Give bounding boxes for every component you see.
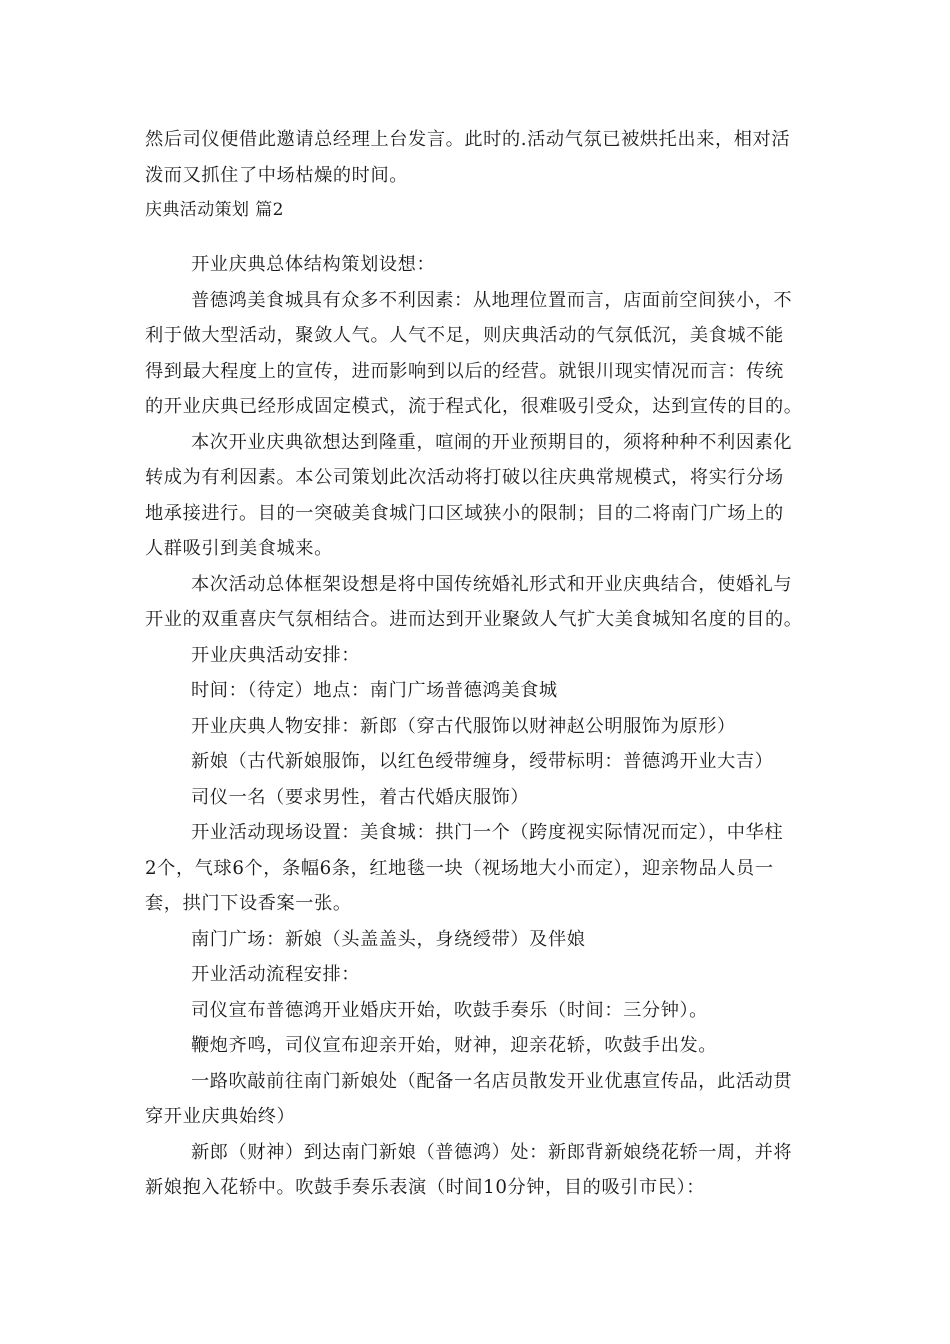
paragraph-line: 转成为有利因素。本公司策划此次活动将打破以往庆典常规模式，将实行分场 bbox=[145, 467, 784, 488]
paragraph-line: 本次开业庆典欲想达到隆重，喧闹的开业预期目的，须将种种不利因素化 bbox=[191, 431, 793, 453]
paragraph-line: 新娘抱入花轿中。吹鼓手奏乐表演（时间10分钟，目的吸引市民）： bbox=[145, 1177, 706, 1198]
paragraph-line: 司仪宣布普德鸿开业婚庆开始，吹鼓手奏乐（时间：三分钟）。 bbox=[191, 999, 708, 1021]
paragraph-line: 2个，气球6个，条幅6条，红地毯一块（视场地大小而定），迎亲物品人员一 bbox=[145, 857, 774, 879]
paragraph-line: 开业庆典活动安排： bbox=[191, 644, 361, 666]
paragraph-line: 一路吹敲前往南门新娘处（配备一名店员散发开业优惠宣传品，此活动贯 bbox=[191, 1070, 793, 1092]
paragraph-line: 的开业庆典已经形成固定模式，流于程式化，很难吸引受众，达到宣传的目的。 bbox=[145, 396, 803, 417]
document-page bbox=[145, 122, 810, 1206]
paragraph-line: 泼而又抓住了中场枯燥的时间。 bbox=[145, 164, 409, 186]
spacer bbox=[145, 225, 810, 247]
paragraph-line: 新郎（财神）到达南门新娘（普德鸿）处：新郎背新娘绕花轿一周，并将 bbox=[191, 1141, 793, 1163]
paragraph-line: 新娘（古代新娘服饰，以红色绶带缠身，绶带标明：普德鸿开业大吉） bbox=[191, 751, 774, 772]
document-body bbox=[145, 247, 810, 1206]
paragraph-line: 司仪一名（要求男性，着古代婚庆服饰） bbox=[191, 786, 530, 808]
paragraph-line: 利于做大型活动，聚敛人气。人气不足，则庆典活动的气氛低沉，美食城不能 bbox=[145, 325, 784, 346]
paragraph-line: 然后司仪便借此邀请总经理上台发言。此时的.活动气氛已被烘托出来，相对活 bbox=[145, 129, 791, 150]
paragraph-line: 人群吸引到美食城来。 bbox=[145, 538, 333, 559]
paragraph-line: 鞭炮齐鸣，司仪宣布迎亲开始，财神，迎亲花轿，吹鼓手出发。 bbox=[191, 1035, 718, 1056]
section-title: 庆典活动策划 篇2 bbox=[145, 200, 284, 220]
paragraph-line: 得到最大程度上的宣传，进而影响到以后的经营。就银川现实情况而言：传统 bbox=[145, 360, 784, 382]
paragraph-line: 时间：（待定）地点：南门广场普德鸿美食城 bbox=[191, 680, 558, 701]
paragraph-line: 开业活动流程安排： bbox=[191, 964, 361, 985]
paragraph-line: 普德鸿美食城具有众多不利因素：从地理位置而言，店面前空间狭小，不 bbox=[191, 289, 793, 311]
paragraph-line: 本次活动总体框架设想是将中国传统婚礼形式和开业庆典结合，使婚礼与 bbox=[191, 573, 793, 595]
paragraph-line: 穿开业庆典始终） bbox=[145, 1106, 296, 1127]
paragraph-line: 地承接进行。目的一突破美食城门口区域狭小的限制；目的二将南门广场上的 bbox=[145, 502, 784, 524]
paragraph-line: 开业活动现场设置：美食城：拱门一个（跨度视实际情况而定），中华柱 bbox=[191, 822, 784, 843]
paragraph-line: 南门广场：新娘（头盖盖头，身绕绶带）及伴娘 bbox=[191, 928, 586, 950]
paragraph-line: 开业的双重喜庆气氛相结合。进而达到开业聚敛人气扩大美食城知名度的目的。 bbox=[145, 609, 803, 630]
paragraph-line: 开业庆典总体结构策划设想： bbox=[191, 254, 436, 275]
paragraph-line: 开业庆典人物安排：新郎（穿古代服饰以财神赵公明服饰为原形） bbox=[191, 715, 736, 737]
paragraph-line: 套，拱门下设香案一张。 bbox=[145, 893, 352, 914]
